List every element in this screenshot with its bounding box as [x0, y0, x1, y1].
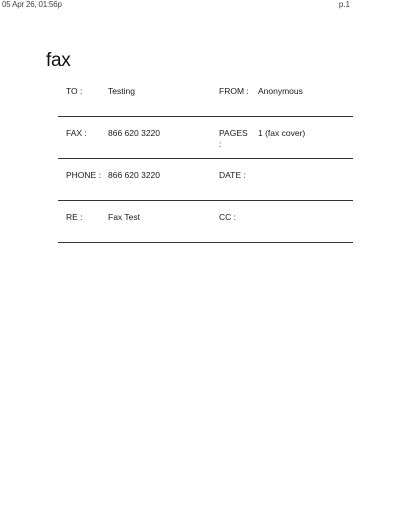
fax-label: FAX :: [66, 128, 87, 138]
print-header-page-number: p.1: [338, 0, 350, 9]
field-row-phone-date: [58, 162, 353, 201]
field-row-re-cc: [58, 204, 353, 243]
fax-field-table: [58, 78, 353, 243]
document-title: fax: [46, 50, 71, 71]
from-value: Anonymous: [258, 86, 303, 96]
from-label: FROM :: [219, 86, 249, 96]
re-label: RE :: [66, 212, 83, 222]
date-label: DATE :: [219, 170, 246, 180]
print-header-timestamp: 05 Apr 26, 01:56p: [2, 0, 62, 9]
field-row-to-from: [58, 78, 353, 117]
cc-label: CC :: [219, 212, 236, 222]
fax-value: 866 620 3220: [108, 128, 160, 138]
pages-value: 1 (fax cover): [258, 128, 306, 138]
to-value: Testing: [108, 86, 135, 96]
phone-label: PHONE :: [66, 170, 101, 180]
phone-value: 866 620 3220: [108, 170, 160, 180]
field-row-fax-pages: [58, 120, 353, 159]
pages-label: PAGES :: [219, 128, 248, 149]
re-value: Fax Test: [108, 212, 140, 222]
to-label: TO :: [66, 86, 83, 96]
